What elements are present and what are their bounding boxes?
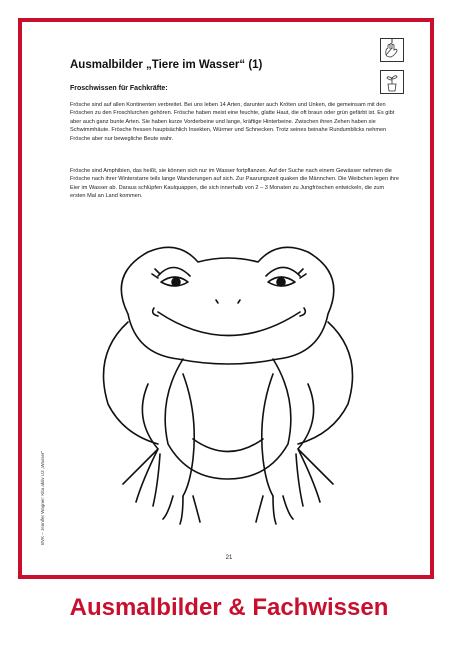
- footer-caption: Ausmalbilder & Fachwissen: [69, 594, 389, 621]
- plant-pot-icon: [380, 70, 404, 94]
- paragraph-2: Frösche sind Amphibien, das heißt, sie können sich nur im Wasser fortpflanzen. Auf der Suche nach einem Gewässer nehmen die Frösche nach ihrer Winterstarre teils lange Wanderungen auf sich. Zur Paarungszeit quaken die Männchen. Die Weibchen legen ihre Eier im Wasser ab. Daraus schlüpfen Kaulquappen, die sich innerhalb von 2 – 3 Monaten zu Jungfröschen entwickeln, die zum ersten Mal an Land kommen.: [70, 168, 399, 200]
- page-title: Ausmalbilder „Tiere im Wasser“ (1): [70, 59, 263, 71]
- hand-activity-icon: [380, 38, 404, 62]
- section-subtitle: Froschwissen für Fachkräfte:: [70, 85, 168, 92]
- page-number: 21: [225, 555, 233, 561]
- frog-coloring-illustration: [88, 234, 368, 534]
- paragraph-1: Frösche sind auf allen Kontinenten verbreitet. Bei uns leben 14 Arten, darunter auch Kröten und Unken, die gemeinsam mit den Fröschen zu den Froschlurchen gehören. Frösche haben meist eine feuchte, glatte Haut, die oft braun oder grün gefärbt ist. Es gibt aber auch ganz bunte Arten. Sie haben kurze Vorderbeine und lange, kräftige Hinterbeine. Zwischen ihren Zehen haben sie Schwimmhäute. Frösche fressen hauptsächlich Insekten, Würmer und Schnecken. Trotz seines beinahe Rundumblicks nehmen Frösche aber nur bewegliche Beute wahr.: [70, 102, 395, 142]
- side-credit: BVK – Jennifer Wagner: Kita aktiv U3 „Wasser“: [40, 451, 45, 545]
